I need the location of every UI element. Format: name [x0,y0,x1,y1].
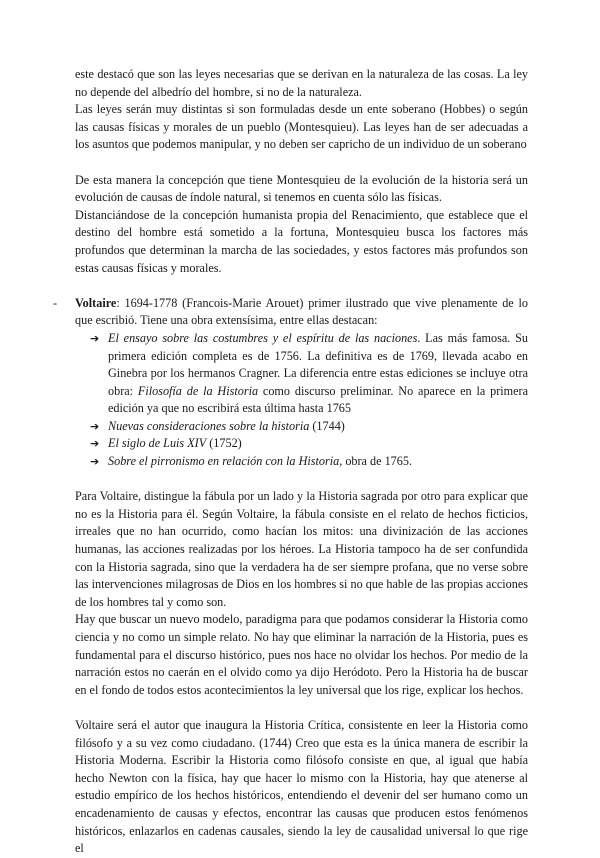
arrow-icon: ➔ [90,437,100,451]
work-title: El ensayo sobre las costumbres y el espíritu de las naciones [108,330,418,345]
work-text: , obra de 1765. [339,454,412,469]
voltaire-works-list [75,330,528,471]
paragraph-montesquieu-factors: Distanciándose de la concepción humanista propia del Renacimiento, que establece que el destino del hombre está sometido a la fortuna, Montesquieu busca los factores más profundos que determinan la marcha de las sociedades, y estos factores más profundos son estas causas físicas y morales. [75,207,528,275]
list-item [90,418,528,436]
bullet-dash: - [53,295,58,310]
arrow-icon: ➔ [90,331,100,345]
work-text: (1752) [206,436,242,451]
paragraph-gap [75,277,528,295]
paragraph-montesquieu-history: De esta manera la concepción que tiene Montesquieu de la evolución de la historia será un evolución de causas de índole natural, si tenemos en cuenta sólo las físicas. [75,172,528,205]
work-title: El siglo de Luis XIV [108,436,207,451]
work-text: . Las más famosa. Su primera edición completa es de 1756. La definitiva es de 1769, llevada acabo en Ginebra por los hermanos Cragner. La diferencia entre estas ediciones se incluye otra obra: [108,330,528,398]
paragraph-critical-history: Voltaire será el autor que inaugura la Historia Crítica, consistente en leer la Historia como filósofo y a su vez como ciudadano. (1744) Creo que esta es la única manera de escribir la Historia Moderna. Escribir la Historia como filósofo consiste en que, al igual que había hecho Newton con la física, hay que hacer lo mismo con la Historia, hay que atenerse al estudio empírico de los hechos históricos, entendiendo el devenir del ser humano como un encadenamiento de causas y efectos, encontrar las causas que producen estos fenómenos históricos, enlazarlos en cadenas causales, siendo la ley de causalidad universal lo que rige el [75,717,528,856]
paragraph-new-model: Hay que buscar un nuevo modelo, paradigma para que podamos considerar la Historia como ciencia y no como un simple relato. No hay que eliminar la narración de la Historia, pues es fundamental para el discurso histórico, pues nos hace no olvidar los hechos. Por medio de la narración estos no caerán en el olvido como ya dijo Heródoto. Pero la Historia ha de buscar en el fondo de todos estos acontecimientos la ley universal que los rige, explicar los hechos. [75,612,528,697]
list-item [90,435,528,453]
list-item [90,330,528,418]
list-item [90,453,528,471]
paragraph-fable-history: Para Voltaire, distingue la fábula por un lado y la Historia sagrada por otro para explicar que no es la Historia para él. Según Voltaire, la fábula consiste en el relato de hechos ficticios, irreales que no han ocurrido, como hacían los mitos: una divinización de las acciones humanas, las acciones realizadas por los héroes. La Historia tampoco ha de ser confundida con la Historia sagrada, sino que la verdadera ha de ser siempre profana, que no verse sobre las intervenciones milagrosas de Dios en los hombres si no que hable de las propias acciones de los hombres tal y como son. [75,489,528,609]
voltaire-intro-text: : 1694-1778 (Francois-Marie Arouet) primer ilustrado que vive plenamente de lo que escribió. Tiene una obra extensísima, entre ellas destacan: [75,295,528,328]
paragraph-laws-sovereign: Las leyes serán muy distintas si son formuladas desde un ente soberano (Hobbes) o según las causas físicas y morales de un pueblo (Montesquieu). Las leyes han de ser adecuadas a los asuntos que podemos manipular, y no deben ser capricho de un individuo de un soberano [75,102,528,152]
work-title: Nuevas consideraciones sobre la historia [108,418,310,433]
arrow-icon: ➔ [90,455,100,469]
work-title-secondary: Filosofía de la Historia [137,383,259,398]
arrow-icon: ➔ [90,419,100,433]
work-text: (1744) [309,418,345,433]
voltaire-name: Voltaire [75,295,117,310]
voltaire-intro [75,295,528,330]
work-text-secondary: como discurso preliminar. No aparece en la primera edición ya que no escribirá esta última hasta 1765 [108,383,528,416]
voltaire-bullet [53,295,528,471]
work-title: Sobre el pirronismo en relación con la Historia [108,454,340,469]
paragraph-gap [75,471,528,489]
paragraph-laws-nature: este destacó que son las leyes necesarias que se derivan en la naturaleza de las cosas. La ley no depende del albedrío del hombre, si no de la naturaleza. [75,67,528,99]
paragraph-gap [75,699,528,717]
paragraph-gap [75,154,528,172]
